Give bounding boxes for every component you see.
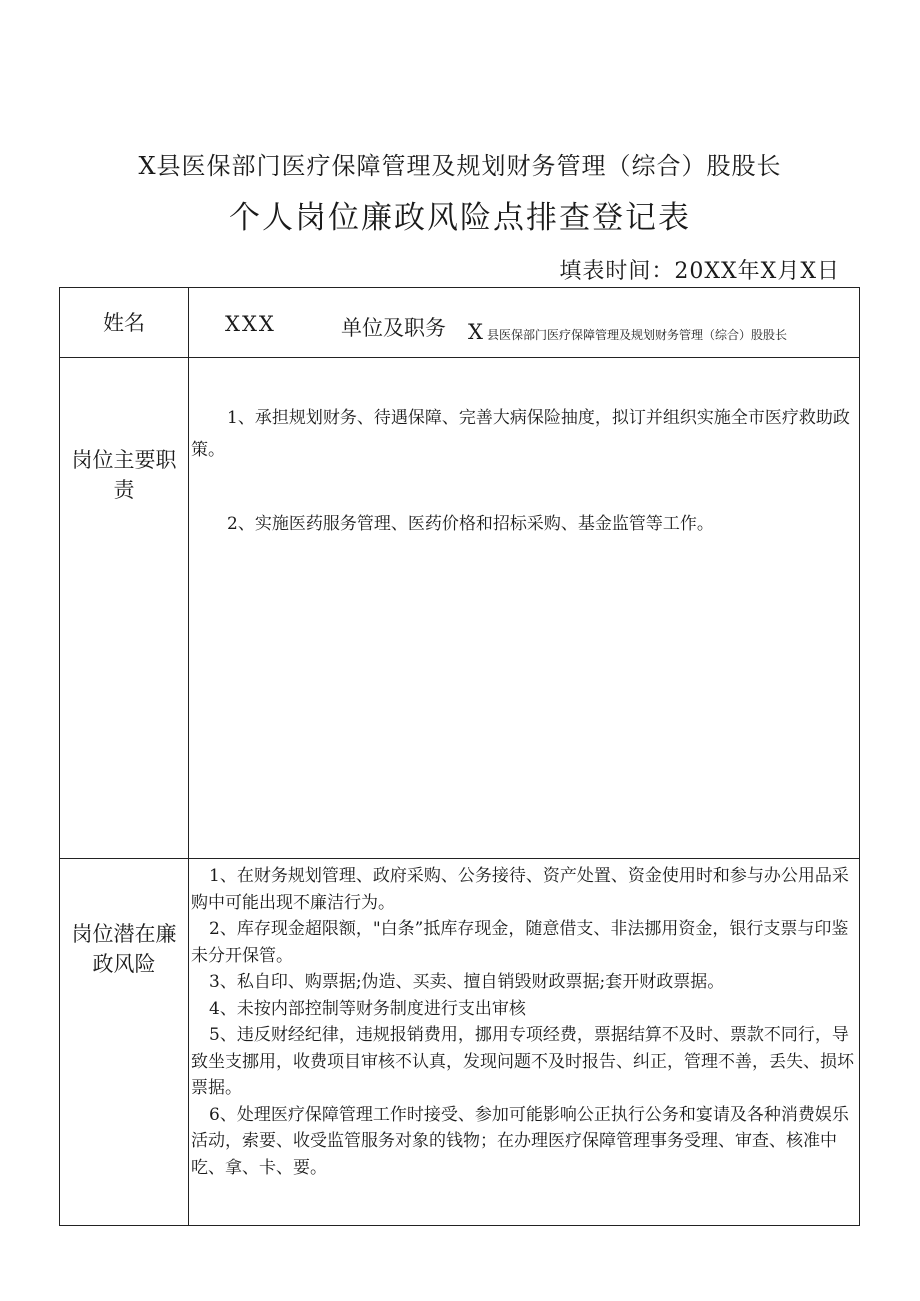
name-value: XXX [225, 312, 276, 336]
risk-list [191, 863, 863, 1181]
unit-position-text: 县医保部门医疗保障管理及规划财务管理（综合）股股长 [486, 328, 787, 342]
risk-item-5: 5、违反财经纪律，违规报销费用，挪用专项经费，票据结算不及时、票款不同行，导致坐支挪用，收费项目审核不认真，发现问题不及时报告、纠正，管理不善，丢失、损坏票据。 [191, 1025, 854, 1098]
risk-item-6: 6、处理医疗保障管理工作时接受、参加可能影响公正执行公务和宴请及各种消费娱乐活动，索要、收受监管服务对象的钱物；在办理医疗保障管理事务受理、审查、核准中吃、拿、卡、要。 [191, 1104, 849, 1178]
risk-item-4: 4、未按内部控制等财务制度进行支出审核 [209, 998, 526, 1019]
duty-item-2: 2、实施医药服务管理、医药价格和招标采购、基金监管等工作。 [227, 514, 714, 534]
risk-item-3: 3、私自印、购票据;伪造、买卖、擅自销毁财政票据;套开财政票据。 [209, 972, 725, 992]
fill-date: 填表时间：20XX年X月X日 [559, 259, 840, 284]
risk-item-2: 2、库存现金超限额，"白条”抵库存现金，随意借支、非法挪用资金，银行支票与印鉴未分开保管。 [191, 919, 849, 966]
duty-item-1: 1、承担规划财务、待遇保障、完善大病保险抽度，拟订并组织实施全市医疗救助政策。 [191, 408, 850, 460]
unit-position-prefix: X [468, 320, 483, 344]
row-divider-name [60, 357, 859, 358]
name-label: 姓名 [103, 311, 145, 335]
risks-label: 岗位潜在廉政风险 [71, 922, 177, 976]
unit-position-value [468, 320, 787, 344]
unit-position-label: 单位及职务 [341, 316, 446, 340]
column-divider [188, 288, 189, 1225]
duties-label: 岗位主要职责 [71, 448, 177, 502]
risk-item-1: 1、在财务规划管理、政府采购、公务接待、资产处置、资金使用时和参与办公用品采购中可能出现不廉洁行为。 [191, 866, 849, 913]
registration-table [59, 287, 860, 1226]
document-title-line1: X县医保部门医疗保障管理及规划财务管理（综合）股股长 [138, 152, 782, 180]
document-title-line2: 个人岗位廉政风险点排查登记表 [229, 200, 691, 236]
row-divider-duties [60, 858, 859, 859]
